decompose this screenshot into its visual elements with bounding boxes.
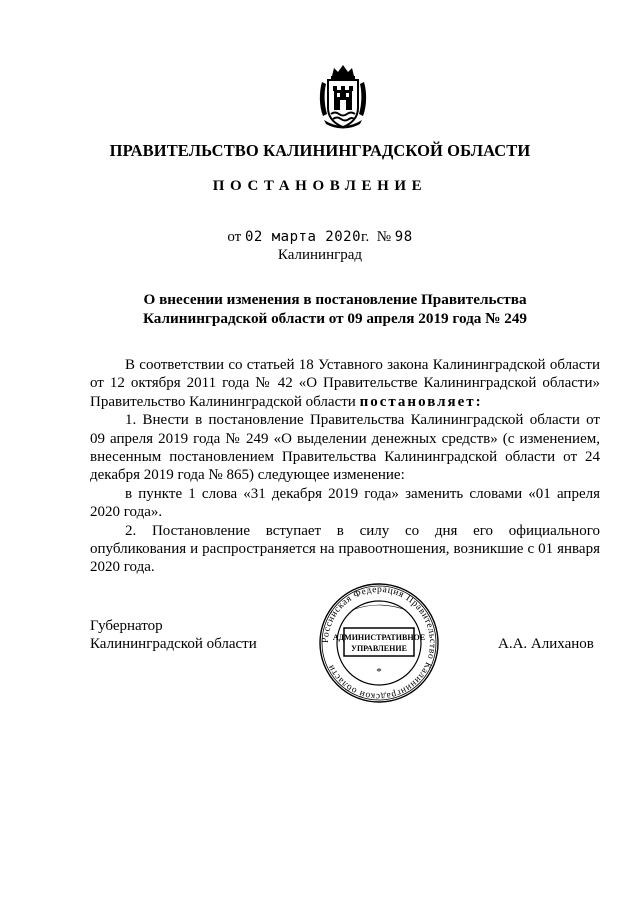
signer-title: [90, 617, 257, 653]
seal-center-line-2: УПРАВЛЕНИЕ: [351, 644, 407, 653]
seal-star: *: [376, 666, 382, 678]
resolution-verb: постановляет:: [359, 393, 483, 410]
seal-ring-text: Российская Федерация Правительство Калининградской области: [320, 584, 438, 702]
date-prefix: от: [227, 229, 242, 245]
paragraph-item-2: 2. Постановление вступает в силу со дня его официального опубликования и распространяется на правоотношения, возникшие с 01 января 2020 года.: [90, 522, 600, 576]
document-subject: [120, 290, 550, 328]
paragraph-preamble: [90, 356, 600, 411]
year-suffix: г.: [361, 229, 370, 245]
preamble-text: В соответствии со статьей 18 Уставного закона Калининградской области от 12 октября 2011 года № 42 «О Правительстве Калининградской области» Правительство Калининградской области: [90, 357, 600, 410]
coat-of-arms-emblem: [318, 62, 368, 130]
date-value: 02 марта 2020: [244, 229, 362, 245]
document-body: [90, 356, 600, 577]
subject-line-1: О внесении изменения в постановление Правительства: [143, 291, 527, 308]
signer-title-line-2: Калининградской области: [90, 636, 257, 652]
number-sign: №: [376, 229, 392, 245]
paragraph-item-1: 1. Внести в постановление Правительства Калининградской области от 09 апреля 2019 года № 249 «О выделении денежных средств» (с изменением, внесенным постановлением Правительства Калининградской области от 24 декабря 2019 года № 865) следующее изменение:: [90, 412, 600, 484]
document-number: 98: [394, 229, 413, 245]
seal-center-line-1: АДМИНИСТРАТИВНОЕ: [332, 633, 426, 642]
paragraph-amendment: в пункте 1 слова «31 декабря 2019 года» заменить словами «01 апреля 2020 года».: [90, 485, 600, 521]
organization-name: ПРАВИТЕЛЬСТВО КАЛИНИНГРАДСКОЙ ОБЛАСТИ: [109, 141, 531, 160]
official-seal-stamp: [308, 582, 450, 704]
svg-text:Российская Федерация Правитель: [321, 585, 437, 701]
document-type: ПОСТАНОВЛЕНИЕ: [212, 178, 428, 194]
city: Калининград: [277, 247, 363, 263]
signer-name: А.А. Алиханов: [498, 636, 594, 652]
signer-title-line-1: Губернатор: [90, 618, 163, 634]
date-line: [0, 229, 640, 246]
subject-line-2: Калининградской области от 09 апреля 2019 года № 249: [142, 310, 528, 327]
